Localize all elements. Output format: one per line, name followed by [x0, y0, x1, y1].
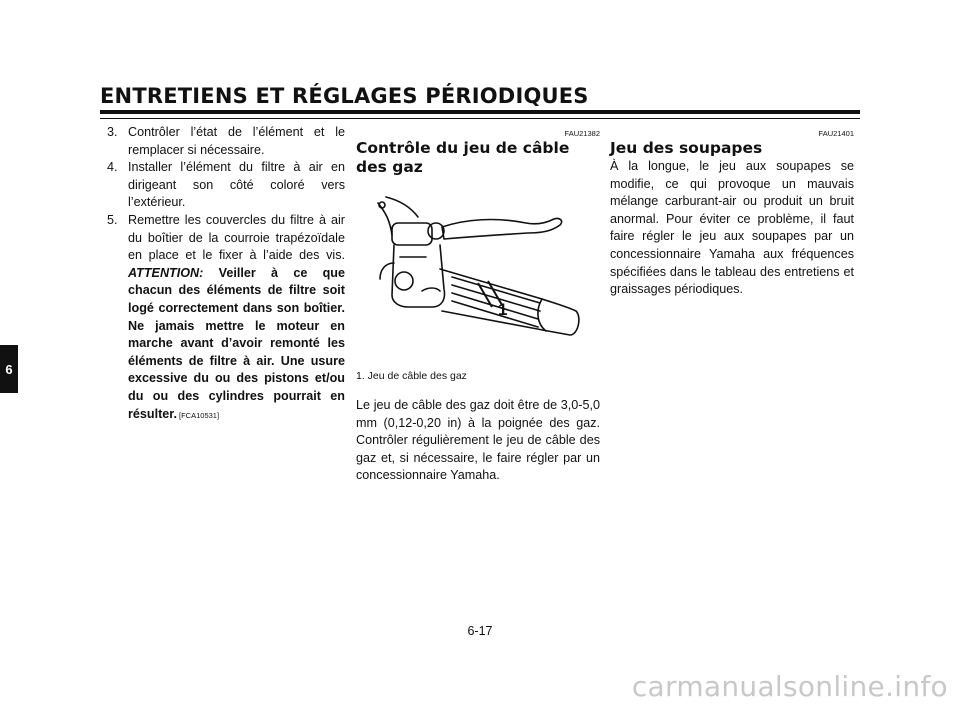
- step-text: Remettre les couvercles du filtre à air du boîtier de la courroie trapézoïdale en place et le fixer à l’aide des vis.: [128, 212, 345, 263]
- step-item: [107, 159, 345, 212]
- header-rule-thick: [100, 110, 860, 114]
- section-ref-code: FAU21401: [818, 129, 854, 138]
- step-number: 4.: [107, 160, 118, 175]
- step-number: 3.: [107, 125, 118, 139]
- figure-callout-1: 1: [498, 300, 508, 319]
- procedure-steps: [107, 124, 345, 424]
- step-text: Installer l’élément du filtre à air en dirigeant son côté coloré vers l’extérieur.: [128, 160, 345, 210]
- chapter-tab: 6: [0, 345, 18, 393]
- step-item: [107, 212, 345, 424]
- caution-label: ATTENTION:: [128, 265, 204, 280]
- page-header-title: ENTRETIENS ET RÉGLAGES PÉRIODIQUES: [100, 84, 589, 108]
- figure-caption: 1. Jeu de câble des gaz: [356, 370, 467, 382]
- right-column: [610, 124, 854, 299]
- left-column: [107, 124, 345, 424]
- section-body: À la longue, le jeu aux soupapes se modifie, ce qui provoque un mauvais mélange carburant-air ou produit un bruit anormal. Pour éviter ce problème, il faut faire régler le jeu aux soupapes par un concessionnaire Yamaha aux fréquences spécifiées dans le tableau des entretiens et graissages périodiques.: [610, 159, 854, 297]
- middle-column: [356, 124, 600, 485]
- header-rule-thin: [100, 118, 860, 119]
- watermark-text: carmanualsonline.info: [631, 670, 948, 703]
- handlebar-illustration: [356, 183, 600, 363]
- throttle-cable-figure: [356, 183, 600, 363]
- step-number: 5.: [107, 212, 118, 227]
- section-title: Jeu des soupapes: [610, 139, 763, 157]
- page-number: 6-17: [467, 624, 493, 638]
- caution-code: [FCA10531]: [179, 410, 220, 420]
- step-text: Contrôler l’état de l’élément et le remplacer si nécessaire.: [128, 125, 345, 157]
- section-ref-code: FAU21382: [564, 129, 600, 138]
- section-title: Contrôle du jeu de câble des gaz: [356, 139, 570, 176]
- caution-text: Veiller à ce que chacun des éléments de filtre soit logé correctement dans son boîtier. Ne jamais mettre le moteur en marche avant d’avoir remonté les éléments de filtre à air. Une usure excessive du ou des pistons et/ou du ou des cylindres pourrait en résulter.: [128, 265, 346, 421]
- section-body: Le jeu de câble des gaz doit être de 3,0-5,0 mm (0,12-0,20 in) à la poignée des gaz. Contrôler régulièrement le jeu de câble des gaz et, si nécessaire, le faire régler par un concessionnaire Yamaha.: [356, 398, 600, 483]
- step-item: [107, 124, 345, 159]
